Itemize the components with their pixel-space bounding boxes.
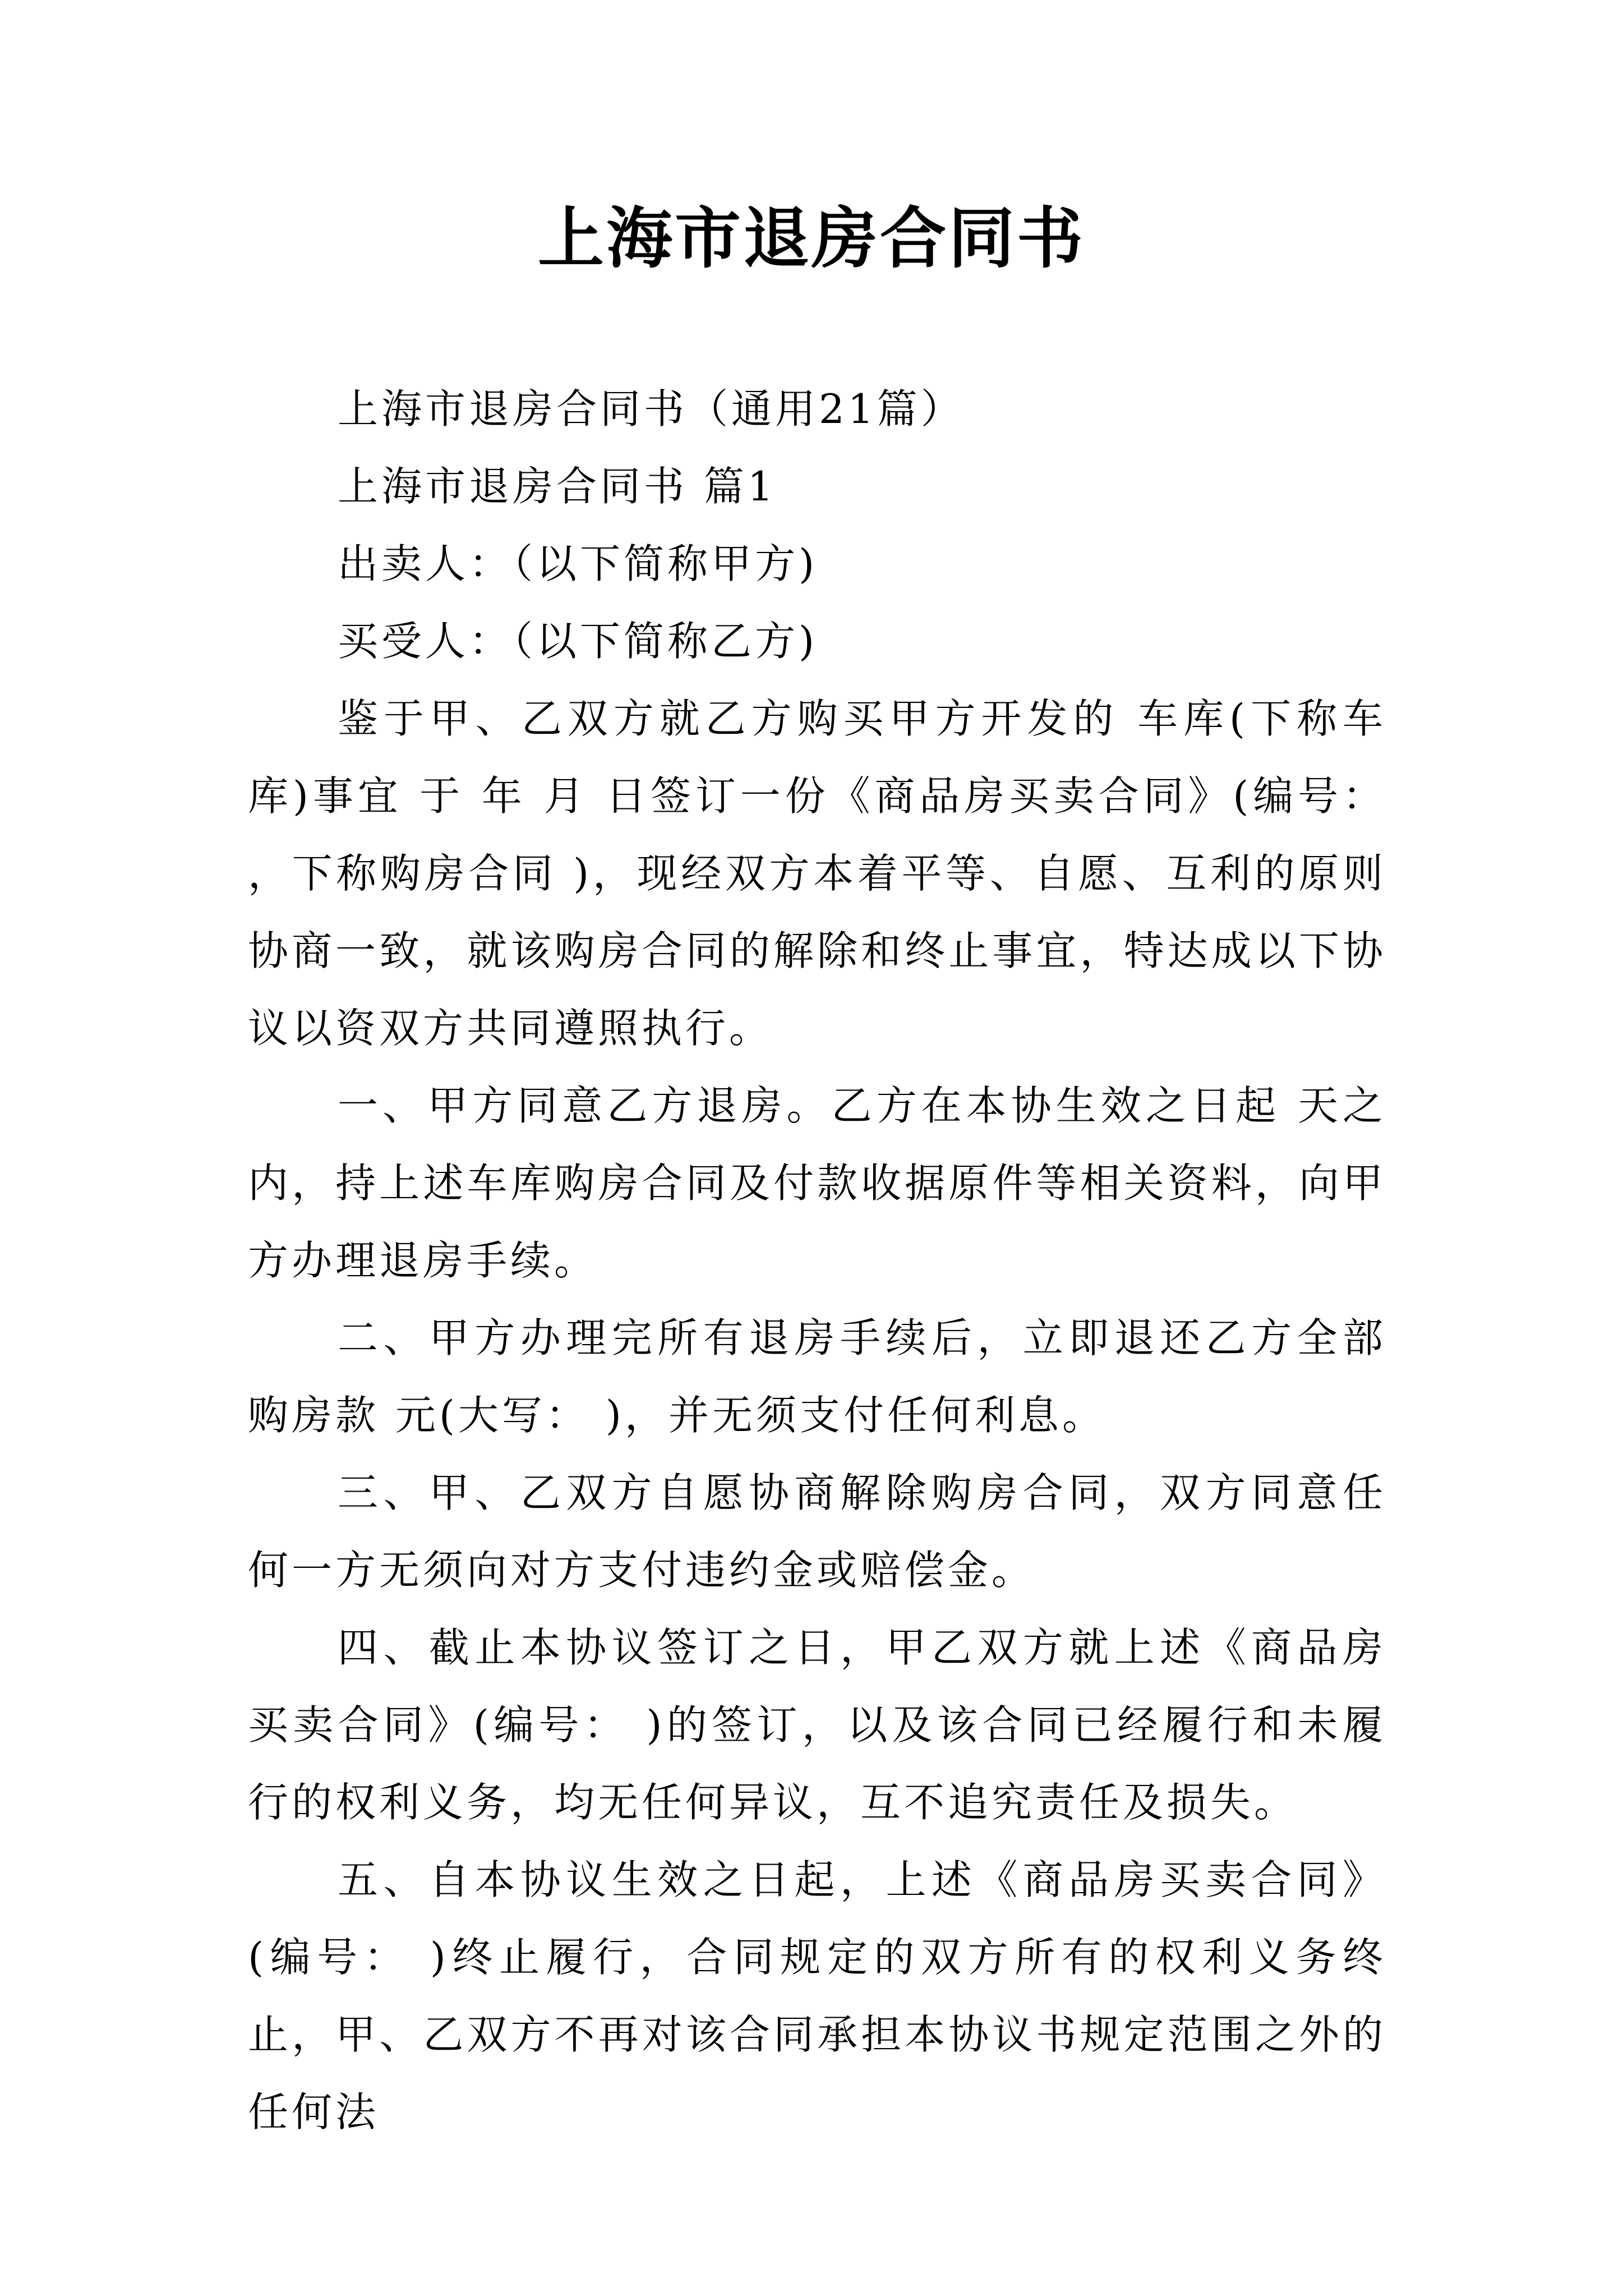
document-title: 上海市退房合同书 [537, 199, 1085, 277]
paragraph-clause-1: 一、甲方同意乙方退房。乙方在本协生效之日起 天之内，持上述车库购房合同及付款收据原件等相关资料，向甲方办理退房手续。 [248, 1082, 1386, 1284]
document-body [248, 370, 1386, 2151]
paragraph-chapter: 上海市退房合同书 篇1 [338, 463, 777, 510]
paragraph-clause-5: 五、自本协议生效之日起，上述《商品房买卖合同》(编号： )终止履行，合同规定的双方所有的权利义务终止，甲、乙双方不再对该合同承担本协议书规定范围之外的任何法 [248, 1856, 1386, 2136]
paragraph-seller: 出卖人：（以下简称甲方) [338, 540, 818, 587]
paragraph-heading: 上海市退房合同书（通用21篇） [338, 385, 965, 432]
paragraph-preamble: 鉴于甲、乙双方就乙方购买甲方开发的 车库(下称车库)事宜 于 年 月 日签订一份《商品房买卖合同》(编号： ，下称购房合同 )，现经双方本着平等、自愿、互利的原则协商一致，就该购房合同的解除和终止事宜，特达成以下协议以资双方共同遵照执行。 [248, 695, 1386, 1052]
paragraph-clause-3: 三、甲、乙双方自愿协商解除购房合同，双方同意任何一方无须向对方支付违约金或赔偿金。 [248, 1469, 1386, 1594]
paragraph-clause-2: 二、甲方办理完所有退房手续后，立即退还乙方全部购房款 元(大写： )，并无须支付任何利息。 [248, 1314, 1386, 1439]
paragraph-clause-4: 四、截止本协议签订之日，甲乙双方就上述《商品房买卖合同》(编号： )的签订，以及该合同已经履行和未履行的权利义务，均无任何异议，互不追究责任及损失。 [248, 1624, 1386, 1826]
paragraph-buyer: 买受人：（以下简称乙方) [338, 618, 818, 665]
